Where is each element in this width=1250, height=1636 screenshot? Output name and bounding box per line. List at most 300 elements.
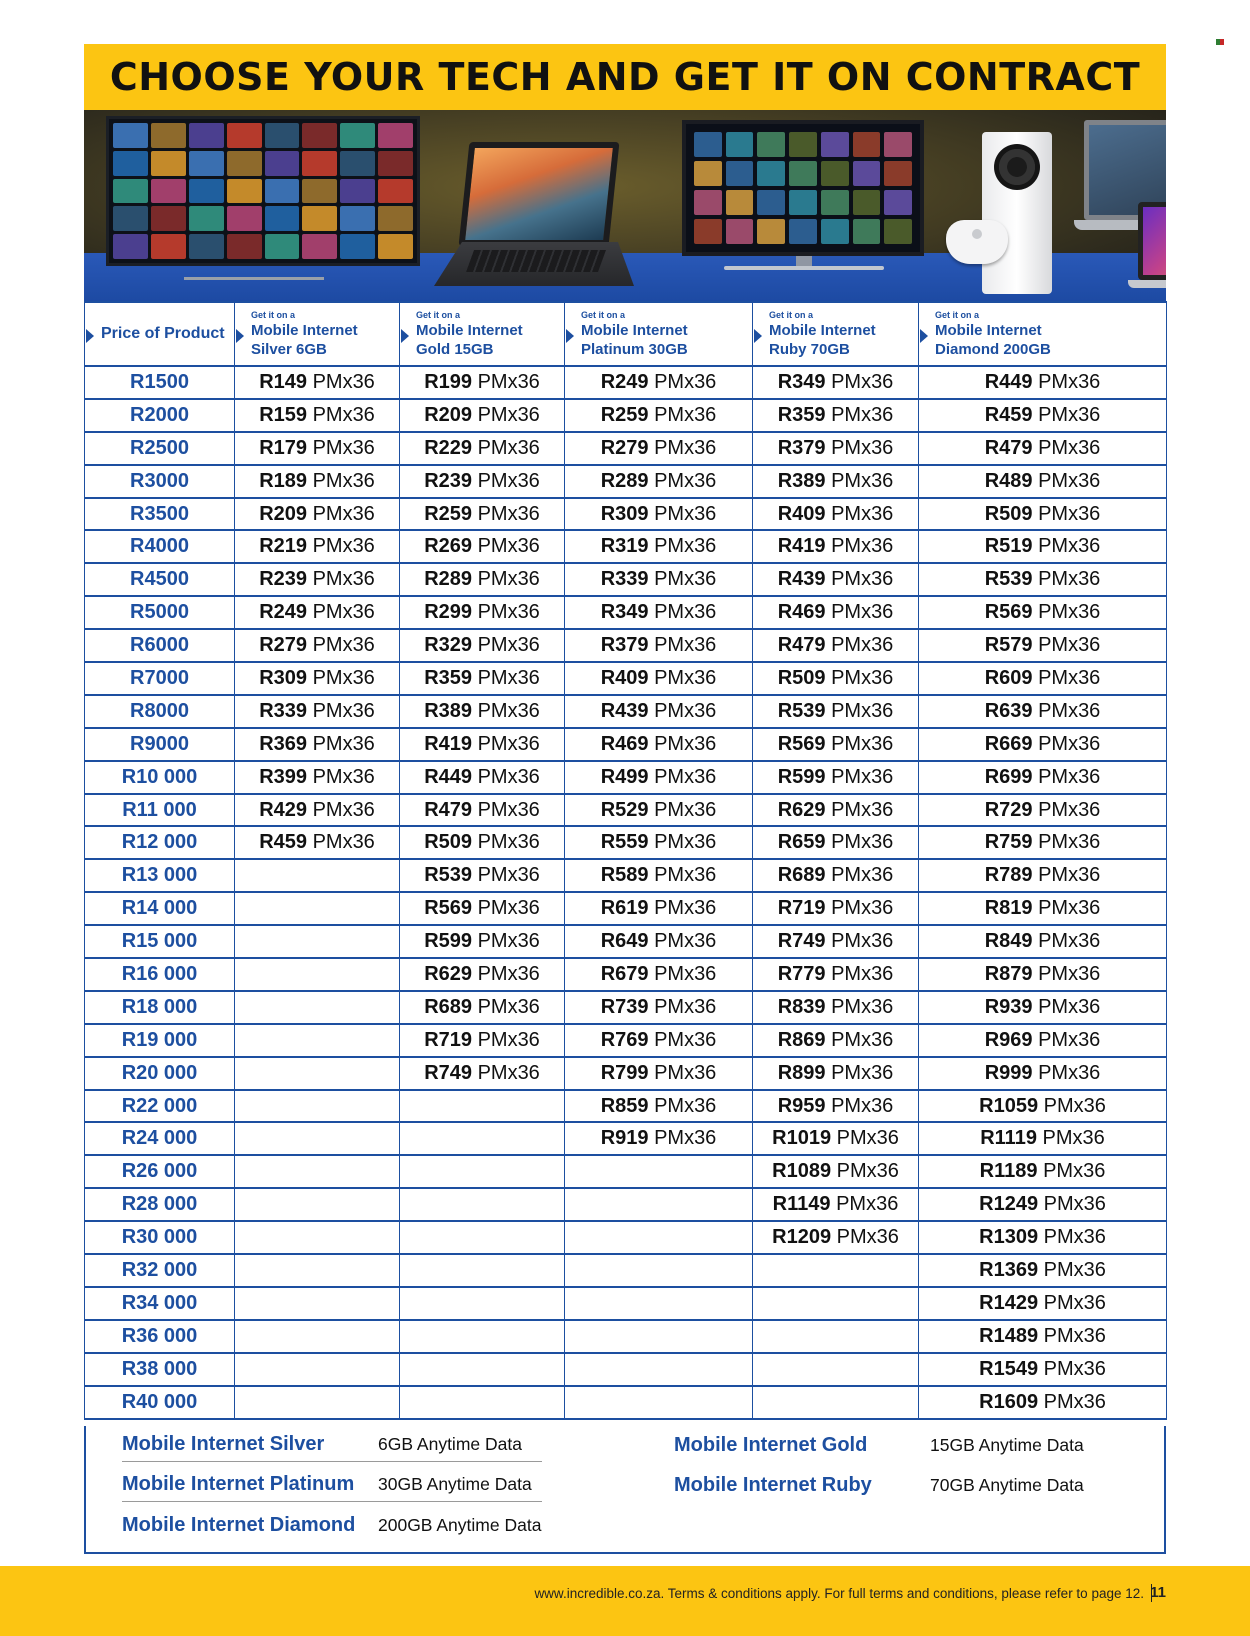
- monthly-amount: R769: [600, 1028, 649, 1051]
- product-price-cell: R26 000: [85, 1155, 235, 1188]
- monthly-rate-cell-diamond: [919, 366, 1167, 399]
- contract-term: PMx36: [477, 995, 540, 1018]
- controller-icon: [946, 220, 1008, 264]
- monthly-rate-cell-ruby: [753, 465, 919, 498]
- monthly-rate-cell-diamond: [919, 399, 1167, 432]
- monthly-amount: R659: [777, 831, 826, 854]
- contract-term: PMx36: [1038, 403, 1101, 426]
- monthly-rate-cell-diamond: [919, 826, 1167, 859]
- monthly-amount: R539: [424, 864, 472, 887]
- monthly-amount: R399: [259, 765, 307, 788]
- product-price-cell: R40 000: [85, 1386, 235, 1419]
- legend-plan-name: Mobile Internet Ruby: [674, 1473, 872, 1496]
- monthly-amount: R849: [984, 930, 1033, 953]
- monthly-rate-cell-gold: [400, 662, 565, 695]
- monthly-rate-cell-platinum: [565, 629, 753, 662]
- contract-term: PMx36: [312, 798, 375, 821]
- contract-term: PMx36: [477, 765, 540, 788]
- monthly-amount: R359: [424, 666, 472, 689]
- monthly-rate-cell-ruby: [753, 530, 919, 563]
- contract-term: PMx36: [477, 864, 540, 887]
- monthly-amount: R839: [777, 995, 826, 1018]
- monthly-rate-cell-platinum: [565, 826, 753, 859]
- monthly-rate-cell-silver: [235, 366, 400, 399]
- table-header-row: [85, 302, 1167, 366]
- monthly-rate-cell-ruby: [753, 596, 919, 629]
- contract-term: PMx36: [831, 1028, 894, 1051]
- monthly-rate-cell-ruby: [753, 695, 919, 728]
- monthly-amount: R229: [424, 436, 472, 459]
- table-row: [85, 1254, 1167, 1287]
- monthly-rate-cell-gold: [400, 991, 565, 1024]
- monthly-rate-cell-diamond: [919, 629, 1167, 662]
- monthly-rate-cell-diamond: [919, 1386, 1167, 1419]
- monthly-rate-cell-silver: [235, 629, 400, 662]
- table-row: [85, 958, 1167, 991]
- monthly-rate-cell-ruby: [753, 629, 919, 662]
- contract-term: PMx36: [831, 930, 894, 953]
- monthly-rate-cell-ruby: [753, 958, 919, 991]
- monthly-amount: R819: [984, 897, 1033, 920]
- product-price-cell: R20 000: [85, 1057, 235, 1090]
- monthly-amount: R939: [984, 995, 1033, 1018]
- monthly-amount: R469: [777, 601, 826, 624]
- monthly-amount: R1149: [772, 1193, 831, 1216]
- contract-term: PMx36: [477, 535, 540, 558]
- contract-term: PMx36: [1043, 1357, 1106, 1380]
- monthly-rate-cell-silver: [235, 1024, 400, 1057]
- contract-term: PMx36: [1038, 699, 1101, 722]
- monthly-rate-cell-gold: [400, 465, 565, 498]
- plan-column-header-platinum: Get it on a Mobile Internet Platinum 30GB: [565, 302, 753, 366]
- monthly-rate-cell-diamond: [919, 498, 1167, 531]
- monthly-rate-cell-diamond: [919, 1155, 1167, 1188]
- contract-term: PMx36: [1038, 831, 1101, 854]
- contract-term: PMx36: [1043, 1226, 1106, 1249]
- product-price-cell: R10 000: [85, 761, 235, 794]
- monthly-rate-cell-diamond: [919, 1122, 1167, 1155]
- monthly-amount: R669: [984, 732, 1033, 755]
- monthly-amount: R689: [777, 864, 826, 887]
- contract-term: PMx36: [831, 370, 894, 393]
- monthly-amount: R279: [600, 436, 649, 459]
- monthly-amount: R529: [600, 798, 649, 821]
- product-price-cell: R4000: [85, 530, 235, 563]
- contract-term: PMx36: [1038, 568, 1101, 591]
- monthly-rate-cell-silver: [235, 399, 400, 432]
- monthly-rate-cell-silver: [235, 958, 400, 991]
- monthly-rate-cell-platinum: [565, 498, 753, 531]
- monthly-rate-cell-gold: [400, 925, 565, 958]
- monthly-rate-cell-ruby: [753, 1057, 919, 1090]
- legend-plan-data: 15GB Anytime Data: [930, 1434, 1084, 1455]
- monthly-amount: R629: [777, 798, 826, 821]
- monthly-rate-cell-ruby: [753, 1188, 919, 1221]
- monthly-rate-cell-silver: [235, 761, 400, 794]
- contract-term: PMx36: [1038, 962, 1101, 985]
- monthly-amount: R449: [984, 370, 1033, 393]
- monthly-rate-cell-gold: [400, 366, 565, 399]
- contract-term: PMx36: [831, 732, 894, 755]
- plan-column-header-silver: Get it on a Mobile Internet Silver 6GB: [235, 302, 400, 366]
- contract-term: PMx36: [1043, 1324, 1106, 1347]
- table-row: [85, 563, 1167, 596]
- monthly-amount: R1549: [979, 1357, 1039, 1380]
- contract-term: PMx36: [831, 1061, 894, 1084]
- contract-term: PMx36: [1038, 1028, 1101, 1051]
- monthly-amount: R509: [777, 666, 826, 689]
- monthly-rate-cell-platinum: [565, 1122, 753, 1155]
- game-console-icon: [982, 132, 1052, 294]
- contract-term: PMx36: [312, 666, 375, 689]
- monthly-amount: R689: [424, 995, 472, 1018]
- monthly-amount: R189: [259, 469, 307, 492]
- table-row: [85, 399, 1167, 432]
- contract-term: PMx36: [477, 370, 540, 393]
- monthly-amount: R1059: [979, 1094, 1039, 1117]
- monthly-amount: R349: [777, 370, 826, 393]
- monthly-rate-cell-gold: [400, 498, 565, 531]
- contract-term: PMx36: [477, 436, 540, 459]
- monthly-rate-cell-gold: [400, 1090, 565, 1123]
- monthly-rate-cell-silver: [235, 728, 400, 761]
- monthly-rate-cell-platinum: [565, 1188, 753, 1221]
- plan-column-header-gold: Get it on a Mobile Internet Gold 15GB: [400, 302, 565, 366]
- monthly-amount: R409: [600, 666, 649, 689]
- monthly-amount: R279: [259, 634, 307, 657]
- monthly-rate-cell-platinum: [565, 1057, 753, 1090]
- monthly-amount: R339: [600, 568, 649, 591]
- product-price-cell: R24 000: [85, 1122, 235, 1155]
- contract-term: PMx36: [1038, 798, 1101, 821]
- contract-term: PMx36: [477, 502, 540, 525]
- contract-term: PMx36: [477, 732, 540, 755]
- contract-term: PMx36: [654, 666, 717, 689]
- contract-term: PMx36: [477, 601, 540, 624]
- product-price-cell: R11 000: [85, 794, 235, 827]
- contract-term: PMx36: [477, 930, 540, 953]
- monthly-rate-cell-silver: [235, 1122, 400, 1155]
- monthly-rate-cell-gold: [400, 563, 565, 596]
- product-price-cell: R14 000: [85, 892, 235, 925]
- plan-legend: [84, 1426, 1166, 1554]
- contract-term: PMx36: [312, 370, 375, 393]
- monthly-rate-cell-gold: [400, 1353, 565, 1386]
- monthly-rate-cell-ruby: [753, 432, 919, 465]
- monthly-amount: R379: [777, 436, 826, 459]
- monthly-amount: R249: [259, 601, 307, 624]
- monthly-amount: R309: [259, 666, 307, 689]
- monthly-amount: R339: [259, 699, 307, 722]
- monthly-amount: R219: [259, 535, 307, 558]
- monthly-rate-cell-platinum: [565, 761, 753, 794]
- product-price-cell: R6000: [85, 629, 235, 662]
- contract-term: PMx36: [654, 732, 717, 755]
- monthly-rate-cell-platinum: [565, 1221, 753, 1254]
- monthly-amount: R1369: [979, 1258, 1039, 1281]
- table-row: [85, 991, 1167, 1024]
- monthly-amount: R389: [424, 699, 472, 722]
- product-price-cell: R8000: [85, 695, 235, 728]
- monthly-amount: R159: [259, 403, 307, 426]
- monthly-rate-cell-platinum: [565, 465, 753, 498]
- contract-term: PMx36: [1038, 666, 1101, 689]
- table-row: [85, 1090, 1167, 1123]
- monthly-rate-cell-gold: [400, 761, 565, 794]
- product-price-cell: R16 000: [85, 958, 235, 991]
- monthly-amount: R879: [984, 962, 1033, 985]
- product-price-cell: R38 000: [85, 1353, 235, 1386]
- contract-term: PMx36: [654, 864, 717, 887]
- contract-term: PMx36: [1043, 1193, 1106, 1216]
- contract-term: PMx36: [831, 634, 894, 657]
- product-price-cell: R12 000: [85, 826, 235, 859]
- monthly-rate-cell-silver: [235, 432, 400, 465]
- contract-term: PMx36: [654, 436, 717, 459]
- monthly-rate-cell-diamond: [919, 958, 1167, 991]
- monthly-amount: R449: [424, 765, 472, 788]
- table-row: [85, 1155, 1167, 1188]
- monthly-rate-cell-gold: [400, 1320, 565, 1353]
- monthly-amount: R349: [600, 601, 649, 624]
- product-price-cell: R2000: [85, 399, 235, 432]
- monthly-rate-cell-ruby: [753, 859, 919, 892]
- monthly-amount: R1119: [980, 1127, 1037, 1150]
- table-row: [85, 695, 1167, 728]
- contract-term: PMx36: [654, 995, 717, 1018]
- contract-term: PMx36: [1038, 930, 1101, 953]
- legend-plan-data: 70GB Anytime Data: [930, 1474, 1084, 1495]
- table-row: [85, 1386, 1167, 1419]
- table-row: [85, 728, 1167, 761]
- monthly-amount: R969: [984, 1028, 1033, 1051]
- monthly-amount: R249: [600, 370, 649, 393]
- monthly-rate-cell-diamond: [919, 728, 1167, 761]
- monthly-rate-cell-platinum: [565, 530, 753, 563]
- table-row: [85, 892, 1167, 925]
- monthly-rate-cell-platinum: [565, 892, 753, 925]
- monthly-rate-cell-ruby: [753, 1090, 919, 1123]
- product-price-cell: R5000: [85, 596, 235, 629]
- monthly-amount: R289: [424, 568, 472, 591]
- legend-plan-data: 30GB Anytime Data: [378, 1474, 532, 1494]
- monthly-rate-cell-silver: [235, 794, 400, 827]
- monthly-rate-cell-silver: [235, 1188, 400, 1221]
- table-row: [85, 596, 1167, 629]
- monthly-rate-cell-diamond: [919, 596, 1167, 629]
- product-price-cell: R18 000: [85, 991, 235, 1024]
- product-price-cell: R32 000: [85, 1254, 235, 1287]
- monthly-amount: R1189: [979, 1160, 1038, 1183]
- table-row: [85, 925, 1167, 958]
- product-price-cell: R7000: [85, 662, 235, 695]
- monthly-rate-cell-ruby: [753, 761, 919, 794]
- monthly-rate-cell-diamond: [919, 1353, 1167, 1386]
- table-row: [85, 1320, 1167, 1353]
- monthly-rate-cell-gold: [400, 1122, 565, 1155]
- contract-term: PMx36: [654, 403, 717, 426]
- contract-term: PMx36: [831, 864, 894, 887]
- monthly-rate-cell-diamond: [919, 991, 1167, 1024]
- table-body: [85, 366, 1167, 1419]
- monthly-amount: R499: [600, 765, 649, 788]
- monthly-amount: R539: [777, 699, 826, 722]
- monthly-rate-cell-diamond: [919, 432, 1167, 465]
- monthly-amount: R1249: [979, 1193, 1039, 1216]
- monthly-rate-cell-gold: [400, 892, 565, 925]
- monthly-amount: R209: [424, 403, 472, 426]
- monthly-amount: R419: [777, 535, 826, 558]
- contract-term: PMx36: [831, 469, 894, 492]
- monthly-amount: R869: [777, 1028, 826, 1051]
- contract-term: PMx36: [831, 897, 894, 920]
- monthly-rate-cell-diamond: [919, 530, 1167, 563]
- product-price-cell: R34 000: [85, 1287, 235, 1320]
- monthly-rate-cell-gold: [400, 1155, 565, 1188]
- monthly-amount: R209: [259, 502, 307, 525]
- monthly-amount: R999: [984, 1061, 1033, 1084]
- macbook-icon: [1138, 202, 1166, 280]
- contract-term: PMx36: [836, 1160, 899, 1183]
- monthly-amount: R719: [777, 897, 826, 920]
- monthly-rate-cell-gold: [400, 1287, 565, 1320]
- monthly-amount: R959: [777, 1094, 826, 1117]
- monthly-rate-cell-platinum: [565, 695, 753, 728]
- monthly-rate-cell-silver: [235, 1057, 400, 1090]
- monthly-amount: R269: [424, 535, 472, 558]
- legend-item: [674, 1468, 1094, 1502]
- product-price-cell: R2500: [85, 432, 235, 465]
- contract-term: PMx36: [312, 831, 375, 854]
- monthly-rate-cell-diamond: [919, 794, 1167, 827]
- monthly-rate-cell-silver: [235, 991, 400, 1024]
- table-row: [85, 1287, 1167, 1320]
- monthly-rate-cell-gold: [400, 399, 565, 432]
- monthly-amount: R569: [984, 601, 1033, 624]
- monthly-amount: R749: [424, 1061, 472, 1084]
- monthly-rate-cell-diamond: [919, 662, 1167, 695]
- monthly-amount: R479: [984, 436, 1033, 459]
- product-price-cell: R28 000: [85, 1188, 235, 1221]
- contract-term: PMx36: [1038, 634, 1101, 657]
- monthly-rate-cell-platinum: [565, 1254, 753, 1287]
- monthly-rate-cell-platinum: [565, 728, 753, 761]
- contract-term: PMx36: [1038, 897, 1101, 920]
- product-price-cell: R3000: [85, 465, 235, 498]
- monthly-rate-cell-gold: [400, 530, 565, 563]
- product-hero-image: [84, 110, 1166, 301]
- monthly-amount: R569: [424, 897, 472, 920]
- monthly-amount: R439: [777, 568, 826, 591]
- terms-notice: www.incredible.co.za. Terms & conditions apply. For full terms and conditions, please refer to page 12.: [534, 1586, 1144, 1601]
- contract-term: PMx36: [477, 897, 540, 920]
- tv-stand: [184, 266, 324, 280]
- monthly-amount: R1019: [772, 1127, 832, 1150]
- contract-term: PMx36: [1038, 864, 1101, 887]
- monitor-icon: [682, 120, 924, 256]
- contract-term: PMx36: [1042, 1127, 1105, 1150]
- monthly-amount: R379: [600, 634, 649, 657]
- monthly-rate-cell-ruby: [753, 1122, 919, 1155]
- monthly-amount: R489: [984, 469, 1033, 492]
- monthly-rate-cell-silver: [235, 465, 400, 498]
- plan-column-header-diamond: Get it on a Mobile Internet Diamond 200GB: [919, 302, 1167, 366]
- monthly-rate-cell-platinum: [565, 1287, 753, 1320]
- monthly-amount: R679: [600, 962, 649, 985]
- monthly-rate-cell-ruby: [753, 366, 919, 399]
- monthly-rate-cell-diamond: [919, 1254, 1167, 1287]
- contract-term: PMx36: [1038, 732, 1101, 755]
- contract-term: PMx36: [1038, 469, 1101, 492]
- title-banner: [84, 44, 1166, 110]
- monthly-rate-cell-diamond: [919, 1024, 1167, 1057]
- monthly-rate-cell-platinum: [565, 662, 753, 695]
- monthly-amount: R759: [984, 831, 1033, 854]
- legend-plan-data: 6GB Anytime Data: [378, 1434, 522, 1454]
- table-row: [85, 465, 1167, 498]
- monthly-amount: R419: [424, 732, 472, 755]
- monthly-rate-cell-platinum: [565, 991, 753, 1024]
- contract-term: PMx36: [654, 1127, 717, 1150]
- monthly-rate-cell-ruby: [753, 826, 919, 859]
- color-registration-mark: [1216, 32, 1226, 38]
- monthly-rate-cell-platinum: [565, 563, 753, 596]
- monthly-rate-cell-diamond: [919, 892, 1167, 925]
- monthly-amount: R899: [777, 1061, 826, 1084]
- monthly-rate-cell-silver: [235, 530, 400, 563]
- contract-term: PMx36: [831, 568, 894, 591]
- legend-item: [122, 1508, 542, 1542]
- monthly-rate-cell-silver: [235, 1090, 400, 1123]
- contract-price-table: [84, 301, 1167, 1420]
- monthly-rate-cell-ruby: [753, 1155, 919, 1188]
- monthly-amount: R179: [259, 436, 307, 459]
- monthly-rate-cell-gold: [400, 629, 565, 662]
- contract-term: PMx36: [312, 568, 375, 591]
- legend-plan-name: Mobile Internet Diamond: [122, 1513, 356, 1536]
- monthly-amount: R519: [984, 535, 1033, 558]
- monthly-rate-cell-gold: [400, 1057, 565, 1090]
- product-price-cell: R36 000: [85, 1320, 235, 1353]
- legend-item: [674, 1428, 1094, 1462]
- monthly-rate-cell-ruby: [753, 925, 919, 958]
- monthly-amount: R259: [424, 502, 472, 525]
- contract-term: PMx36: [654, 1028, 717, 1051]
- monthly-amount: R739: [600, 995, 649, 1018]
- monthly-rate-cell-gold: [400, 432, 565, 465]
- contract-term: PMx36: [312, 502, 375, 525]
- monthly-rate-cell-silver: [235, 1320, 400, 1353]
- contract-term: PMx36: [1038, 535, 1101, 558]
- monthly-amount: R309: [600, 502, 649, 525]
- monthly-rate-cell-silver: [235, 1353, 400, 1386]
- monthly-rate-cell-ruby: [753, 662, 919, 695]
- monthly-amount: R599: [777, 765, 826, 788]
- page-title: CHOOSE YOUR TECH AND GET IT ON CONTRACT: [109, 55, 1141, 99]
- monthly-amount: R459: [259, 831, 307, 854]
- contract-term: PMx36: [836, 1193, 899, 1216]
- monthly-rate-cell-platinum: [565, 859, 753, 892]
- contract-term: PMx36: [477, 666, 540, 689]
- monthly-rate-cell-gold: [400, 1386, 565, 1419]
- table-row: [85, 366, 1167, 399]
- table-row: [85, 530, 1167, 563]
- monthly-rate-cell-ruby: [753, 1254, 919, 1287]
- monthly-amount: R569: [777, 732, 826, 755]
- contract-term: PMx36: [831, 831, 894, 854]
- monthly-amount: R259: [600, 403, 649, 426]
- legend-plan-data: 200GB Anytime Data: [378, 1514, 542, 1535]
